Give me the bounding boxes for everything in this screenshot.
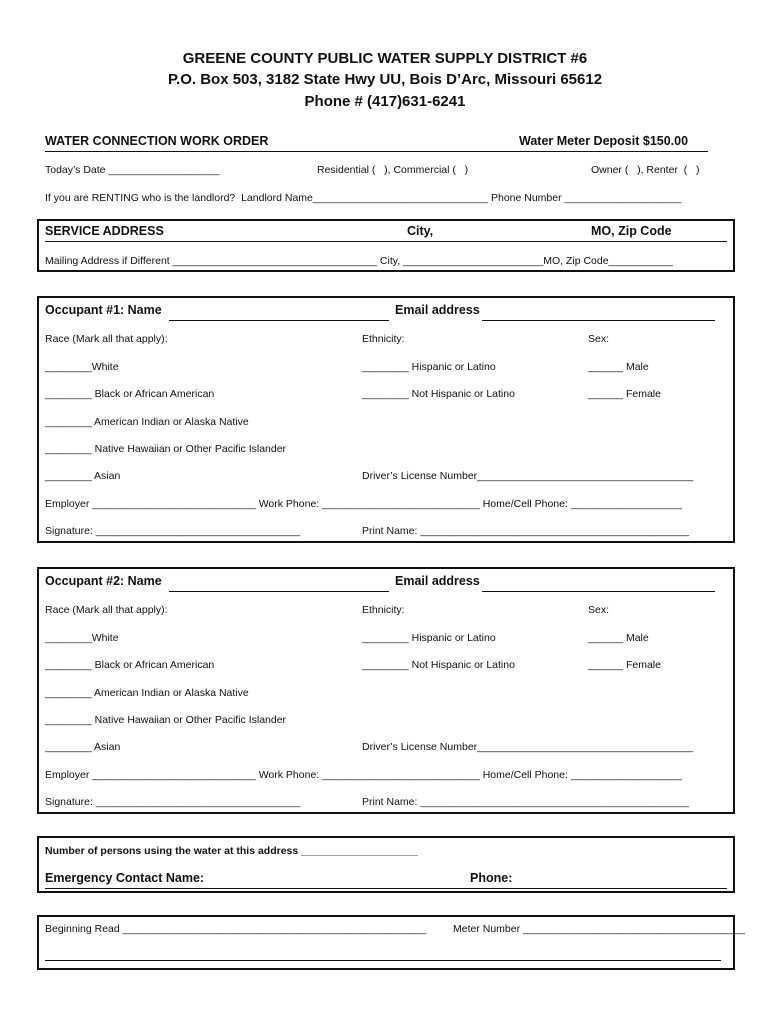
occupant-1-male-option[interactable]: ______ Male — [588, 361, 649, 373]
occupant-1-name-line[interactable] — [169, 320, 389, 321]
occupant-2-hispanic-option[interactable]: ________ Hispanic or Latino — [362, 632, 496, 644]
owner-renter-field[interactable]: Owner ( ), Renter ( ) — [591, 164, 700, 176]
occupant-2-name-label[interactable]: Occupant #2: Name — [45, 574, 162, 588]
occupant-1-print-name-field[interactable]: Print Name: ______________________________________________ — [362, 525, 689, 537]
occupant-2-license-field[interactable]: Driver’s License Number_____________________________________ — [362, 741, 694, 753]
occupant-1-sex-label: Sex: — [588, 333, 610, 345]
occupant-2-email-label[interactable]: Email address — [395, 574, 480, 588]
service-state-zip-label[interactable]: MO, Zip Code — [591, 224, 672, 238]
occupant-1-license-field[interactable]: Driver’s License Number_____________________________________ — [362, 470, 694, 482]
occupant-2-signature-field[interactable]: Signature: ___________________________________ — [45, 796, 301, 808]
meter-notes-line[interactable] — [45, 960, 721, 961]
emergency-contact-name-label[interactable]: Emergency Contact Name: — [45, 871, 205, 885]
occupant-1-black-option[interactable]: ________ Black or African American — [45, 388, 215, 400]
occupant-2-email-line[interactable] — [482, 591, 715, 592]
occupant-2-not-hispanic-option[interactable]: ________ Not Hispanic or Latino — [362, 659, 515, 671]
occupant-1-american-indian-option[interactable]: ________ American Indian or Alaska Native — [45, 416, 249, 428]
service-city-label[interactable]: City, — [407, 224, 434, 238]
occupant-2-black-option[interactable]: ________ Black or African American — [45, 659, 215, 671]
occupant-2-american-indian-option[interactable]: ________ American Indian or Alaska Native — [45, 687, 249, 699]
emergency-contact-box — [37, 836, 735, 893]
emergency-contact-underline[interactable] — [45, 888, 727, 889]
meter-number-field[interactable]: Meter Number ______________________________________ — [453, 923, 745, 935]
landlord-field[interactable]: If you are RENTING who is the landlord? Landlord Name______________________________ Phone Number ____________________ — [45, 192, 682, 204]
occupant-2-white-option[interactable]: ________White — [45, 632, 119, 644]
occupant-1-hispanic-option[interactable]: ________ Hispanic or Latino — [362, 361, 496, 373]
emergency-contact-phone-label[interactable]: Phone: — [470, 871, 513, 885]
district-address: P.O. Box 503, 3182 State Hwy UU, Bois D’Arc, Missouri 65612 — [167, 71, 603, 88]
meter-info-box — [37, 915, 745, 970]
occupant-2-box — [37, 567, 735, 814]
occupant-2-male-option[interactable]: ______ Male — [588, 632, 649, 644]
meter-deposit: Water Meter Deposit $150.00 — [519, 134, 689, 148]
occupant-1-box — [37, 296, 735, 543]
occupant-2-print-name-field[interactable]: Print Name: ______________________________________________ — [362, 796, 689, 808]
occupant-1-race-label: Race (Mark all that apply): — [45, 333, 168, 345]
occupant-1-employer-field[interactable]: Employer ____________________________ Work Phone: ___________________________ Home/Cell Phone: ___________________ — [45, 498, 682, 510]
occupant-2-hawaiian-option[interactable]: ________ Native Hawaiian or Other Pacific Islander — [45, 714, 287, 726]
occupant-2-employer-field[interactable]: Employer ____________________________ Work Phone: ___________________________ Home/Cell Phone: ___________________ — [45, 769, 682, 781]
mailing-address-field[interactable]: Mailing Address if Different ___________________________________ City, ________________________MO, Zip Code___________ — [45, 255, 673, 267]
occupant-1-not-hispanic-option[interactable]: ________ Not Hispanic or Latino — [362, 388, 515, 400]
service-address-underline — [45, 241, 727, 242]
beginning-read-field[interactable]: Beginning Read ____________________________________________________ — [45, 923, 427, 935]
persons-using-water-field[interactable]: Number of persons using the water at this address ____________________ — [45, 845, 418, 857]
occupant-1-asian-option[interactable]: ________ Asian — [45, 470, 121, 482]
occupant-1-female-option[interactable]: ______ Female — [588, 388, 661, 400]
occupant-1-white-option[interactable]: ________White — [45, 361, 119, 373]
occupant-2-asian-option[interactable]: ________ Asian — [45, 741, 121, 753]
occupant-1-ethnicity-label: Ethnicity: — [362, 333, 405, 345]
occupant-2-race-label: Race (Mark all that apply): — [45, 604, 168, 616]
service-address-box — [37, 219, 735, 272]
todays-date-field[interactable]: Today’s Date ___________________ — [45, 164, 220, 176]
occupant-1-name-label[interactable]: Occupant #1: Name — [45, 303, 162, 317]
occupant-2-female-option[interactable]: ______ Female — [588, 659, 661, 671]
service-address-label[interactable]: SERVICE ADDRESS — [45, 224, 164, 238]
occupant-2-sex-label: Sex: — [588, 604, 610, 616]
occupant-1-hawaiian-option[interactable]: ________ Native Hawaiian or Other Pacific Islander — [45, 443, 287, 455]
district-phone: Phone # (417)631-6241 — [304, 93, 466, 110]
occupant-1-email-line[interactable] — [482, 320, 715, 321]
occupant-2-name-line[interactable] — [169, 591, 389, 592]
district-name: GREENE COUNTY PUBLIC WATER SUPPLY DISTRICT #6 — [182, 50, 588, 67]
occupant-1-signature-field[interactable]: Signature: ___________________________________ — [45, 525, 301, 537]
occupant-2-ethnicity-label: Ethnicity: — [362, 604, 405, 616]
occupant-1-email-label[interactable]: Email address — [395, 303, 480, 317]
work-order-title: WATER CONNECTION WORK ORDER — [45, 134, 269, 148]
title-underline — [45, 151, 708, 152]
residential-commercial-field[interactable]: Residential ( ), Commercial ( ) — [317, 164, 469, 176]
